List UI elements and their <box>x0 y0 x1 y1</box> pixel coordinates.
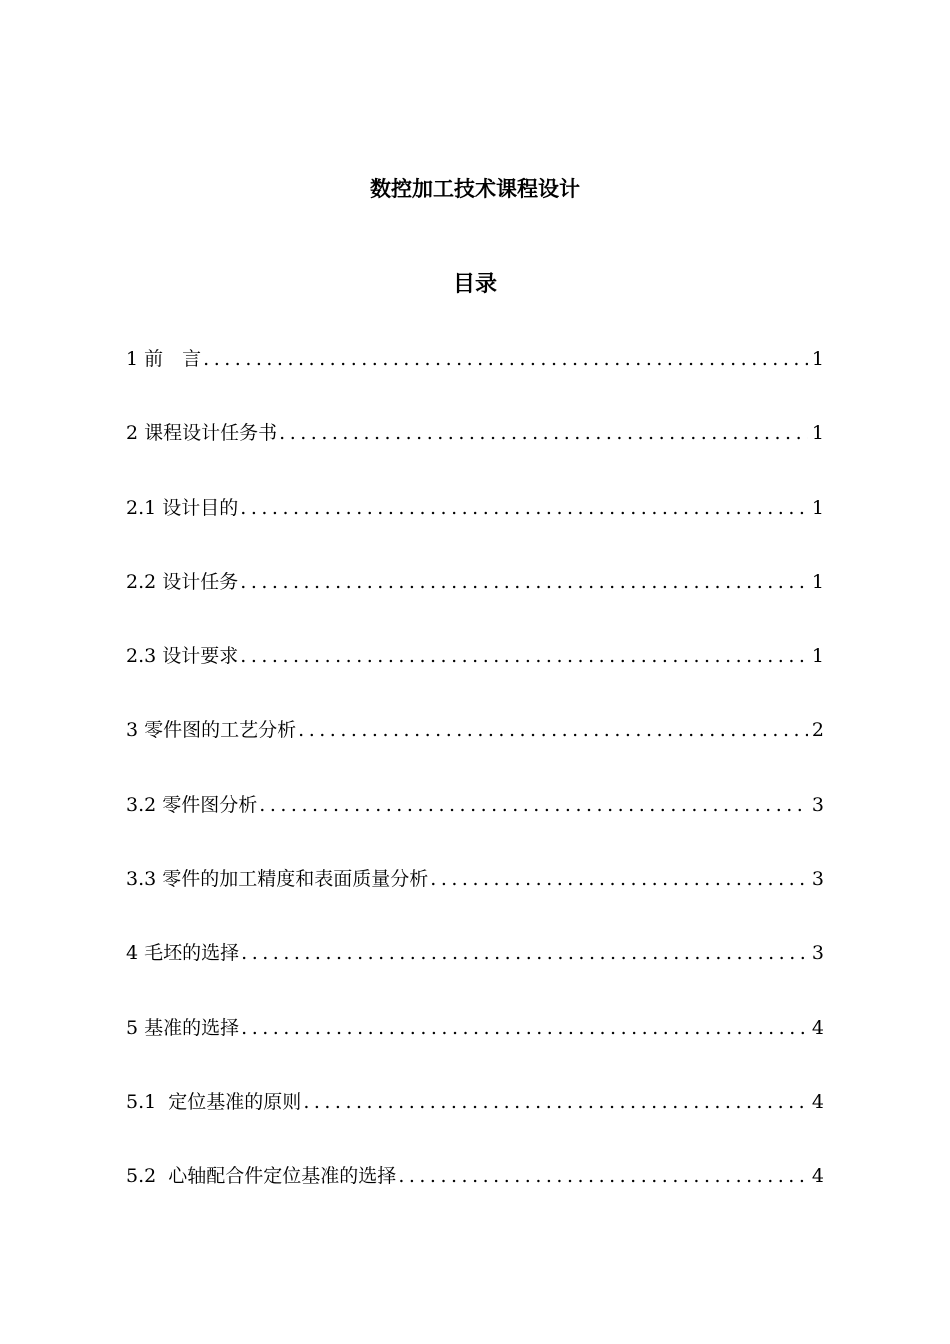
toc-entry-number: 3.3 <box>126 868 163 891</box>
toc-entry-page: 3 <box>811 942 824 965</box>
toc-dot-leader <box>240 492 808 524</box>
toc-entry-page: 4 <box>811 1016 824 1039</box>
toc-entry-title: 零件的加工精度和表面质量分析 <box>162 868 429 891</box>
toc-entry-title: 零件图分析 <box>162 793 258 816</box>
toc-entry-number: 2.1 <box>126 496 163 519</box>
toc-entry-number: 2 <box>126 422 145 445</box>
toc-dot-leader <box>298 714 808 746</box>
toc-entry[interactable] <box>126 1012 824 1086</box>
toc-entry-title: 设计目的 <box>162 496 239 519</box>
toc-entry-title: 基准的选择 <box>144 1016 240 1039</box>
toc-entry-title: 课程设计任务书 <box>144 422 278 445</box>
toc-entry-page: 4 <box>811 1090 824 1113</box>
toc-entry[interactable] <box>126 492 824 566</box>
toc-entry-title: 毛坯的选择 <box>144 942 240 965</box>
toc-entry-number: 5.2 <box>126 1165 169 1188</box>
toc-entry-page: 2 <box>811 719 824 742</box>
toc-entry-title: 零件图的工艺分析 <box>144 719 297 742</box>
toc-entry-number: 2.3 <box>126 645 163 668</box>
toc-entry-page: 4 <box>811 1165 824 1188</box>
toc-entry-page: 1 <box>811 645 824 668</box>
toc-entry-number: 1 <box>126 348 145 370</box>
toc-entry[interactable] <box>126 863 824 937</box>
toc-dot-leader <box>240 566 808 598</box>
toc-entry-title: 设计要求 <box>162 645 239 668</box>
toc-entry-number: 5 <box>126 1016 145 1039</box>
toc-entry-page: 3 <box>811 793 824 816</box>
toc-entry-number: 5.1 <box>126 1090 169 1113</box>
toc-entry-number: 2.2 <box>126 570 163 593</box>
toc-entry[interactable] <box>126 640 824 714</box>
toc-entry[interactable] <box>126 566 824 640</box>
toc-entry[interactable] <box>126 937 824 1011</box>
toc-dot-leader <box>279 417 808 449</box>
toc-entry[interactable] <box>126 714 824 788</box>
toc-entry-number: 3.2 <box>126 793 163 816</box>
toc-dot-leader <box>303 1086 808 1118</box>
toc-dot-leader <box>259 789 808 821</box>
toc-entry-title: 前 言 <box>144 348 202 370</box>
toc-dot-leader <box>241 937 808 969</box>
toc-entry[interactable] <box>126 343 824 417</box>
toc-dot-leader <box>241 1012 808 1044</box>
toc-entry-page: 3 <box>811 868 824 891</box>
toc-entry-page: 1 <box>811 496 824 519</box>
toc-dot-leader <box>203 343 808 375</box>
toc-entry-page: 1 <box>811 348 824 370</box>
toc-entry-page: 1 <box>811 570 824 593</box>
toc-entry[interactable] <box>126 1086 824 1160</box>
toc-entry-number: 3 <box>126 719 145 742</box>
toc-dot-leader <box>240 640 808 672</box>
toc-dot-leader <box>430 863 808 895</box>
toc-dot-leader <box>398 1160 808 1192</box>
toc-entry-title: 心轴配合件定位基准的选择 <box>168 1165 397 1188</box>
toc-entry[interactable] <box>126 1160 824 1234</box>
document-title: 数控加工技术课程设计 <box>370 177 580 201</box>
toc-entry-title: 定位基准的原则 <box>168 1090 302 1113</box>
table-of-contents <box>126 343 824 1235</box>
toc-heading: 目录 <box>452 272 497 297</box>
toc-entry-page: 1 <box>811 422 824 445</box>
toc-entry[interactable] <box>126 417 824 491</box>
toc-entry[interactable] <box>126 789 824 863</box>
toc-entry-number: 4 <box>126 942 145 965</box>
toc-entry-title: 设计任务 <box>162 570 239 593</box>
